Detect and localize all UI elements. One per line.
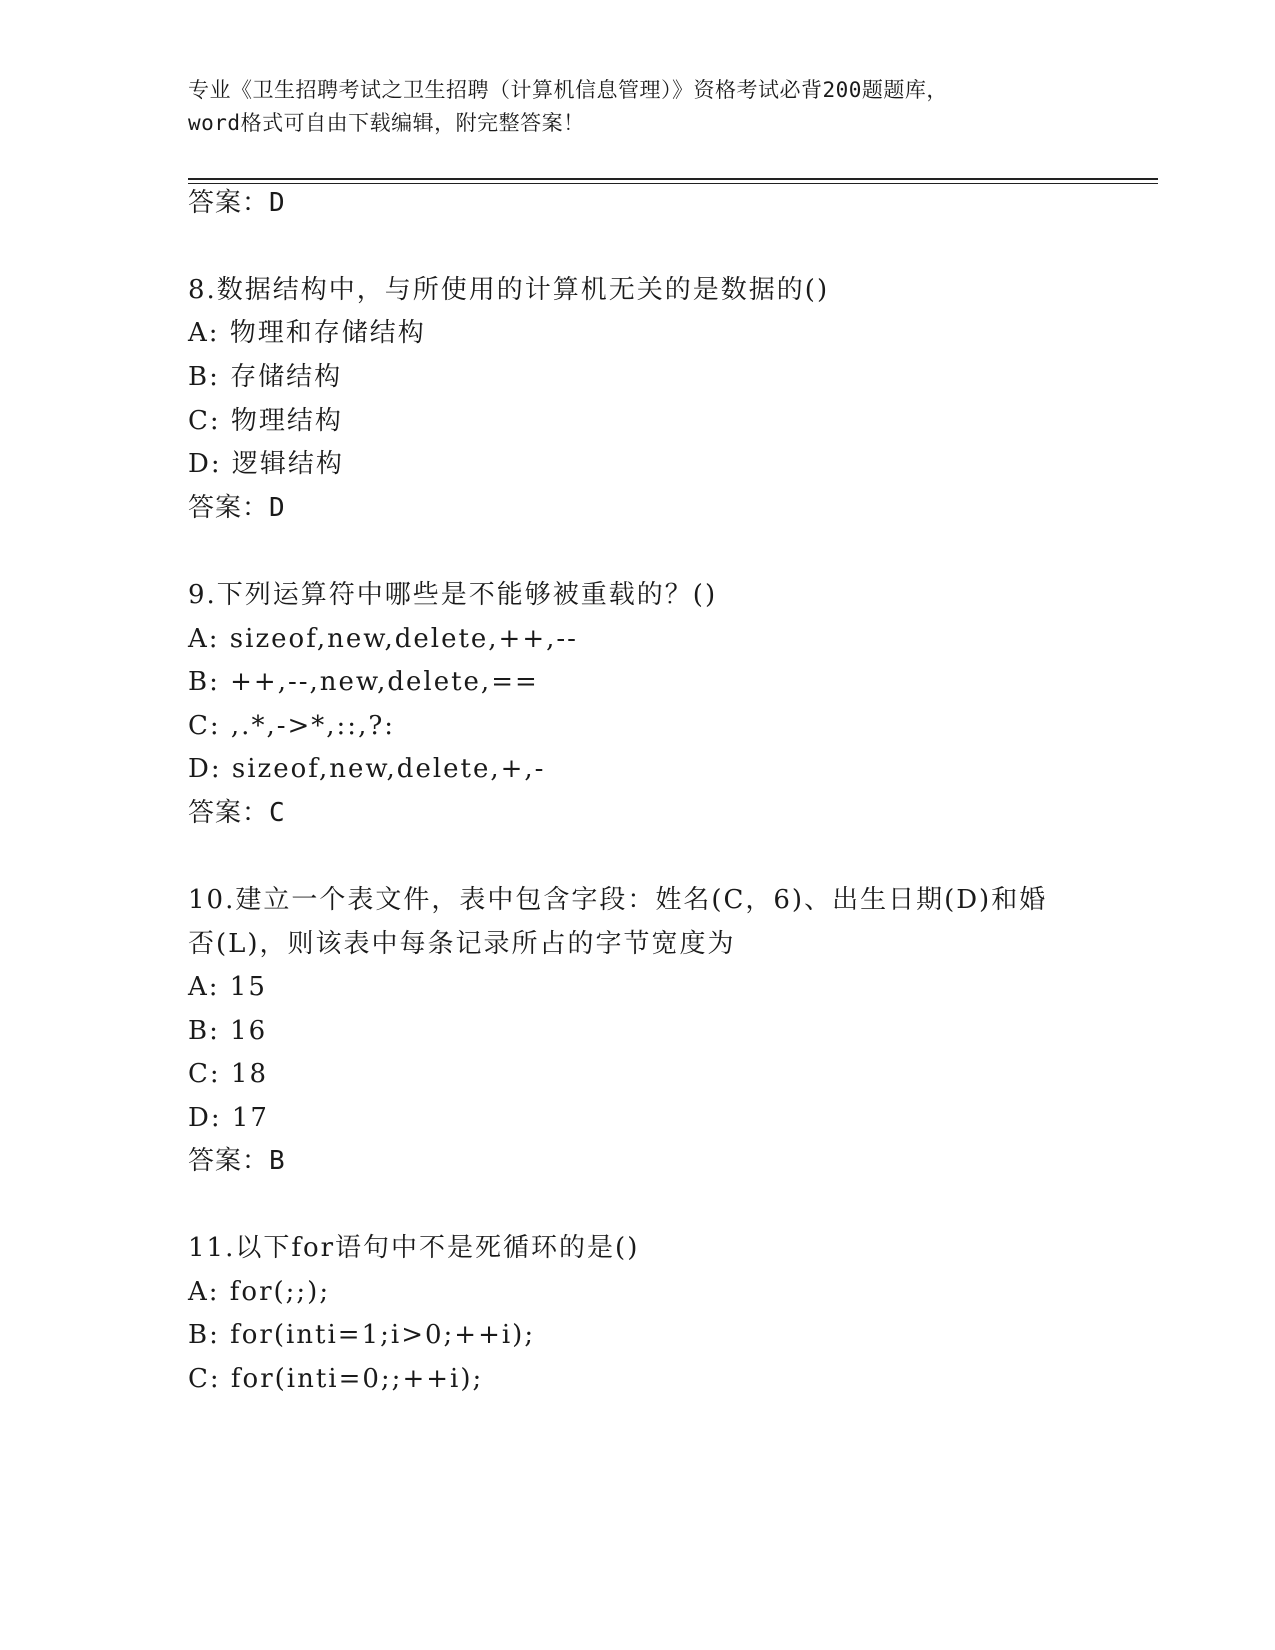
q9-option-a: A: sizeof,new,delete,++,--	[188, 624, 578, 654]
q10-question-line1: 10.建立一个表文件，表中包含字段：姓名(C，6)、出生日期(D)和婚	[188, 885, 1048, 915]
q10-option-a: A: 15	[188, 972, 267, 1002]
q11-question: 11.以下for语句中不是死循环的是()	[188, 1233, 640, 1263]
q7-answer: 答案：D	[188, 188, 286, 218]
q8-option-a: A: 物理和存储结构	[188, 318, 426, 348]
q8-option-b: B: 存储结构	[188, 362, 343, 392]
q11-option-c: C: for(inti=0;;++i);	[188, 1364, 484, 1394]
q10-option-b: B: 16	[188, 1016, 268, 1046]
q8-option-c: C: 物理结构	[188, 406, 343, 436]
q10-answer: 答案：B	[188, 1146, 286, 1176]
q8-question: 8.数据结构中，与所使用的计算机无关的是数据的()	[188, 275, 830, 305]
document-header	[188, 74, 1088, 140]
q9-answer: 答案：C	[188, 798, 286, 828]
header-divider-thick	[188, 178, 1158, 180]
header-title-line1: 专业《卫生招聘考试之卫生招聘（计算机信息管理）》资格考试必背200题题库，	[188, 78, 948, 102]
q9-option-d: D: sizeof,new,delete,+,-	[188, 754, 546, 784]
q9-option-c: C: ,.*,->*,::,?:	[188, 711, 396, 741]
q11-option-b: B: for(inti=1;i>0;++i);	[188, 1320, 536, 1350]
q9-option-b: B: ++,--,new,delete,==	[188, 667, 539, 697]
q10-option-c: C: 18	[188, 1059, 269, 1089]
q10-question-line2: 否(L)，则该表中每条记录所占的字节宽度为	[188, 929, 736, 959]
q8-answer: 答案：D	[188, 493, 286, 523]
header-divider-thin	[188, 183, 1158, 184]
q9-question: 9.下列运算符中哪些是不能够被重载的？()	[188, 580, 718, 610]
q8-option-d: D: 逻辑结构	[188, 449, 344, 479]
header-title-line2: word格式可自由下载编辑，附完整答案！	[188, 111, 585, 135]
q11-option-a: A: for(;;);	[188, 1277, 331, 1307]
q10-option-d: D: 17	[188, 1103, 269, 1133]
